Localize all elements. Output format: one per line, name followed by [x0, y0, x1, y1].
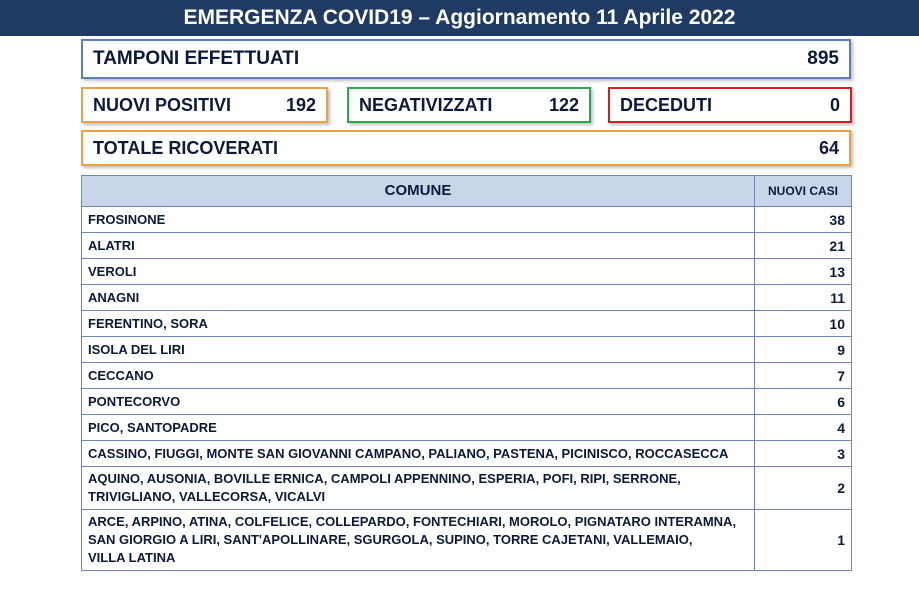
table-row — [82, 415, 852, 441]
page-title: EMERGENZA COVID19 – Aggiornamento 11 Aprile 2022 — [0, 0, 919, 36]
table-row — [82, 363, 852, 389]
nuovi-casi-cell: 4 — [755, 415, 852, 441]
deceduti-value: 0 — [829, 94, 840, 115]
comune-cell: ALATRI — [82, 233, 755, 259]
table-row — [82, 207, 852, 233]
tamponi-box — [81, 39, 851, 79]
ricoverati-label: TOTALE RICOVERATI — [93, 137, 279, 158]
nuovi-casi-cell: 7 — [755, 363, 852, 389]
negativizzati-value: 122 — [548, 94, 579, 115]
nuovi-casi-cell: 9 — [755, 337, 852, 363]
positivi-value: 192 — [285, 94, 316, 115]
nuovi-casi-cell: 11 — [755, 285, 852, 311]
table-row — [82, 337, 852, 363]
tamponi-value: 895 — [807, 48, 839, 69]
comune-cell: FERENTINO, SORA — [82, 311, 755, 337]
nuovi-casi-cell: 13 — [755, 259, 852, 285]
positivi-box — [81, 87, 328, 123]
column-header-comune: COMUNE — [82, 176, 755, 207]
comune-cell: FROSINONE — [82, 207, 755, 233]
ricoverati-value: 64 — [818, 137, 839, 158]
comune-cell: VEROLI — [82, 259, 755, 285]
comune-cell: CASSINO, FIUGGI, MONTE SAN GIOVANNI CAMPANO, PALIANO, PASTENA, PICINISCO, ROCCASECCA — [82, 441, 755, 467]
table-row — [82, 259, 852, 285]
negativizzati-label: NEGATIVIZZATI — [359, 94, 493, 115]
table-row — [82, 441, 852, 467]
comune-cell: PONTECORVO — [82, 389, 755, 415]
table-header-row — [82, 176, 852, 207]
deceduti-box — [608, 87, 852, 123]
nuovi-casi-cell: 10 — [755, 311, 852, 337]
table-row — [82, 233, 852, 259]
negativizzati-box — [347, 87, 591, 123]
table-row — [82, 311, 852, 337]
tamponi-label: TAMPONI EFFETTUATI — [93, 48, 300, 69]
nuovi-casi-cell: 3 — [755, 441, 852, 467]
table-row — [82, 510, 852, 571]
positivi-label: NUOVI POSITIVI — [93, 94, 232, 115]
comune-cell: CECCANO — [82, 363, 755, 389]
table-row — [82, 467, 852, 510]
comuni-table — [81, 175, 852, 571]
nuovi-casi-cell: 1 — [755, 510, 852, 571]
table-row — [82, 389, 852, 415]
comune-cell: ANAGNI — [82, 285, 755, 311]
nuovi-casi-cell: 38 — [755, 207, 852, 233]
comune-cell: ISOLA DEL LIRI — [82, 337, 755, 363]
nuovi-casi-cell: 2 — [755, 467, 852, 510]
column-header-nuovi-casi: NUOVI CASI — [755, 176, 852, 207]
table-body — [82, 207, 852, 571]
comune-cell: PICO, SANTOPADRE — [82, 415, 755, 441]
table-row — [82, 285, 852, 311]
nuovi-casi-cell: 6 — [755, 389, 852, 415]
ricoverati-box — [81, 130, 851, 166]
comune-cell: ARCE, ARPINO, ATINA, COLFELICE, COLLEPARDO, FONTECHIARI, MOROLO, PIGNATARO INTERAMNA, SAN GIORGIO A LIRI, SANT'APOLLINARE, SGURGOLA, SUPINO, TORRE CAJETANI, VALLEMAIO, VILLA LATINA — [82, 510, 755, 571]
comune-cell: AQUINO, AUSONIA, BOVILLE ERNICA, CAMPOLI APPENNINO, ESPERIA, POFI, RIPI, SERRONE, TRIVIGLIANO, VALLECORSA, VICALVI — [82, 467, 755, 510]
deceduti-label: DECEDUTI — [620, 94, 713, 115]
nuovi-casi-cell: 21 — [755, 233, 852, 259]
